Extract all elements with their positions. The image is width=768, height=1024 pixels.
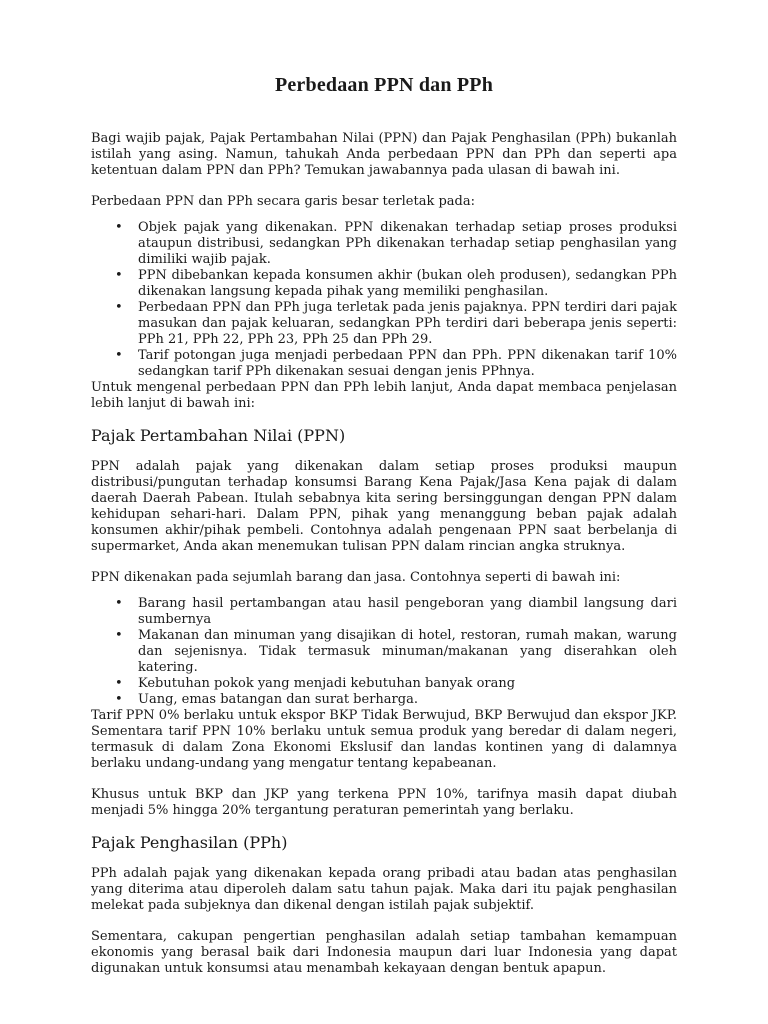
list-item: • Objek pajak yang dikenakan. PPN dikenakan terhadap setiap proses produksi ataupun distribusi, sedangkan PPh dikenakan terhadap setiap penghasilan yang dimiliki wajib pajak. — [138, 220, 677, 268]
ppn-paragraph-2: PPN dikenakan pada sejumlah barang dan jasa. Contohnya seperti di bawah ini: — [91, 570, 621, 585]
list-item: • Uang, emas batangan dan surat berharga. — [138, 692, 677, 708]
ppn-paragraph-3: Tarif PPN 0% berlaku untuk ekspor BKP Tidak Berwujud, BKP Berwujud dan ekspor JKP. Sementara tarif PPN 10% berlaku untuk semua produk yang beredar di dalam negeri, termasuk di dalam Zona Ekonomi Ekslusif dan landas kontinen yang di dalamnya berlaku undang-undang yang mengatur tentang kepabeanan. — [91, 708, 677, 771]
ppn-paragraph-1: PPN adalah pajak yang dikenakan dalam setiap proses produksi maupun distribusi/pungutan terhadap konsumsi Barang Kena Pajak/Jasa Kena pajak di dalam daerah Daerah Pabean. Itulah sebabnya kita sering bersinggungan dengan PPN dalam kehidupan sehari-hari. Dalam PPN, pihak yang menanggung beban pajak adalah konsumen akhir/pihak pembeli. Contohnya adalah pengenaan PPN saat berbelanja di supermarket, Anda akan menemukan tulisan PPN dalam rincian angka struknya. — [91, 459, 677, 554]
document-title: Perbedaan PPN dan PPh — [274, 74, 494, 96]
differences-lead: Perbedaan PPN dan PPh secara garis besar terletak pada: — [91, 194, 476, 209]
ppn-paragraph-4: Khusus untuk BKP dan JKP yang terkena PPN 10%, tarifnya masih dapat diubah menjadi 5% hingga 20% tergantung peraturan pemerintah yang berlaku. — [91, 787, 677, 818]
further-paragraph: Untuk mengenal perbedaan PPN dan PPh lebih lanjut, Anda dapat membaca penjelasan lebih lanjut di bawah ini: — [91, 380, 677, 411]
list-item: • Makanan dan minuman yang disajikan di hotel, restoran, rumah makan, warung dan sejenisnya. Tidak termasuk minuman/makanan yang diserahkan oleh katering. — [138, 628, 677, 676]
intro-paragraph: Bagi wajib pajak, Pajak Pertambahan Nilai (PPN) dan Pajak Penghasilan (PPh) bukanlah istilah yang asing. Namun, tahukah Anda perbedaan PPN dan PPh dan seperti apa ketentuan dalam PPN dan PPh? Temukan jawabannya pada ulasan di bawah ini. — [91, 131, 677, 178]
pph-heading: Pajak Penghasilan (PPh) — [91, 833, 288, 852]
pph-paragraph-2: Sementara, cakupan pengertian penghasilan adalah setiap tambahan kemampuan ekonomis yang berasal baik dari Indonesia maupun dari luar Indonesia yang dapat digunakan untuk konsumsi atau menambah kekayaan dengan bentuk apapun. — [91, 929, 677, 976]
list-item: • Perbedaan PPN dan PPh juga terletak pada jenis pajaknya. PPN terdiri dari pajak masukan dan pajak keluaran, sedangkan PPh terdiri dari beberapa jenis seperti: PPh 21, PPh 22, PPh 23, PPh 25 dan PPh 29. — [138, 300, 677, 348]
list-item: • Kebutuhan pokok yang menjadi kebutuhan banyak orang — [138, 676, 677, 692]
list-item: • PPN dibebankan kepada konsumen akhir (bukan oleh produsen), sedangkan PPh dikenakan langsung kepada pihak yang memiliki penghasilan. — [138, 268, 677, 300]
list-item: • Tarif potongan juga menjadi perbedaan PPN dan PPh. PPN dikenakan tarif 10% sedangkan tarif PPh dikenakan sesuai dengan jenis PPhnya. — [138, 348, 677, 380]
list-item: • Barang hasil pertambangan atau hasil pengeboran yang diambil langsung dari sumbernya — [138, 596, 677, 628]
ppn-items-list — [91, 596, 677, 708]
pph-paragraph-1: PPh adalah pajak yang dikenakan kepada orang pribadi atau badan atas penghasilan yang diterima atau diperoleh dalam satu tahun pajak. Maka dari itu pajak penghasilan melekat pada subjeknya dan dikenal dengan istilah pajak subjektif. — [91, 866, 677, 913]
ppn-heading: Pajak Pertambahan Nilai (PPN) — [91, 426, 346, 445]
differences-list — [91, 220, 677, 380]
